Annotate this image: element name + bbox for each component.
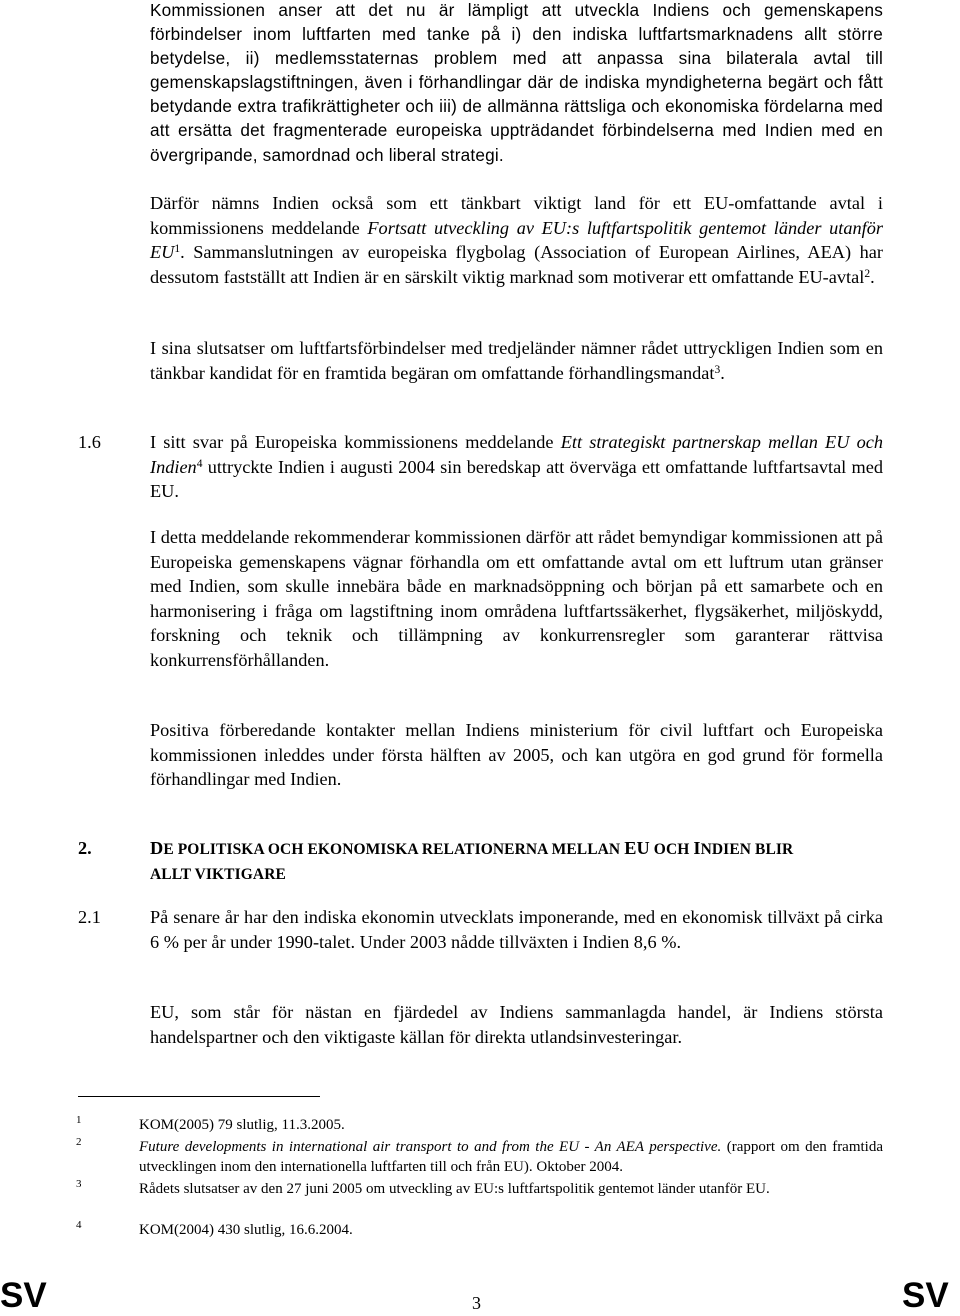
language-code-right: SV bbox=[902, 1276, 949, 1315]
page-number: 3 bbox=[472, 1293, 481, 1313]
paragraph-commission-view bbox=[150, 0, 883, 167]
footnote-2 bbox=[139, 1138, 883, 1177]
paragraph-text: . Sammanslutningen av europeiska flygbolag (Association of European Airlines, AEA) har dessutom fastställt att Indien är en särskilt viktig marknad som motiverar ett omfattande EU-avtal bbox=[150, 242, 883, 287]
section-number: 1.6 bbox=[78, 432, 101, 452]
paragraph-text: Positiva förberedande kontakter mellan Indiens ministerium för civil luftfart och Europeiska kommissionen inleddes under första hälften av 2005, och kan utgöra en god grund för formella förhandlingar med Indien. bbox=[150, 720, 883, 790]
paragraph-text: uttryckte Indien i augusti 2004 sin beredskap att överväga ett omfattande luftfartsavtal med EU. bbox=[150, 456, 883, 502]
footnote-ref[interactable]: 2 bbox=[864, 267, 871, 280]
paragraph-section-1-6 bbox=[150, 430, 883, 504]
paragraph-eu-trade bbox=[150, 1000, 883, 1049]
paragraph-text: I sina slutsatser om luftfartsförbindelser med tredjeländer nämner rådet uttryckligen Indien som en tänkbar kandidat för en framtida begäran om omfattande förhandlingsmandat bbox=[150, 338, 883, 383]
paragraph-text: . bbox=[720, 362, 725, 383]
footnote-ref[interactable]: 3 bbox=[714, 363, 721, 376]
paragraph-text: I detta meddelande rekommenderar kommissionen därför att rådet bemyndigar kommissionen att på Europeiska gemenskapens vägnar förhandla om ett omfattande avtal om ett luftrum utan gränser med Indien, som skulle innebära både en marknadsöppning och början på ett samarbete och en harmonisering i fråga om lagstiftning inom områdena luftfartssäkerhet, flygsäkerhet, miljöskydd, forskning och teknik och tillämpning av konkurrensregler som garanterar rättvisa konkurrensförhållanden. bbox=[150, 527, 883, 670]
paragraph-text: Därför nämns Indien också som ett tänkbart viktigt land för ett EU-omfattande avtal i kommissionens meddelande bbox=[150, 193, 883, 238]
paragraph-recommendation bbox=[150, 525, 883, 673]
heading-line-1 bbox=[150, 836, 890, 863]
section-heading bbox=[150, 836, 890, 887]
paragraph-positive-contacts bbox=[150, 718, 883, 792]
paragraph-text: EU, som står för nästan en fjärdedel av Indiens sammanlagda handel, är Indiens största handelspartner och den viktigaste källan för direkta utlandsinvesteringar. bbox=[150, 1002, 883, 1047]
paragraph-text: På senare år har den indiska ekonomin utvecklats imponerande, med en ekonomisk tillväxt på cirka 6 % per år under 1990-talet. Under 2003 nådde tillväxten i Indien 8,6 %. bbox=[150, 907, 883, 952]
footnote-text: KOM(2004) 430 slutlig, 16.6.2004. bbox=[139, 1222, 353, 1238]
footnote-text: (rapport om den framtida utvecklingen inom den internationella luftfarten till och från EU). Oktober 2004. bbox=[139, 1139, 884, 1175]
footnote-3 bbox=[139, 1180, 883, 1200]
footnote-4 bbox=[139, 1221, 883, 1241]
heading-initial: D bbox=[150, 838, 164, 858]
communication-title: Fortsatt utveckling av EU:s luftfartspolitik gentemot länder utanför EU bbox=[150, 217, 884, 263]
language-code-left: SV bbox=[0, 1276, 47, 1315]
paragraph-text: . bbox=[870, 266, 875, 287]
footnote-text: Rådets slutsatser av den 27 juni 2005 om utveckling av EU:s luftfartspolitik gentemot länder utanför EU. bbox=[139, 1181, 770, 1197]
heading-initial: EU bbox=[624, 838, 650, 858]
heading-text: E POLITISKA OCH EKONOMISKA RELATIONERNA MELLAN bbox=[163, 841, 625, 858]
footnote-1 bbox=[139, 1116, 883, 1136]
footnote-separator bbox=[78, 1096, 320, 1097]
footnote-number: 1 bbox=[76, 1114, 82, 1126]
heading-text: NDIEN BLIR bbox=[700, 841, 794, 858]
paragraph-section-2-1 bbox=[150, 905, 883, 954]
footnote-number: 2 bbox=[76, 1136, 82, 1148]
heading-line-2: ALLT VIKTIGARE bbox=[150, 865, 286, 883]
footnote-title: Future developments in international air transport to and from the EU - An AEA perspective. bbox=[139, 1139, 722, 1155]
paragraph-india-mentioned bbox=[150, 191, 883, 289]
heading-text: OCH bbox=[649, 841, 694, 858]
footnote-ref[interactable]: 4 bbox=[196, 457, 203, 470]
footnote-ref[interactable]: 1 bbox=[174, 243, 181, 256]
footnote-text: KOM(2005) 79 slutlig, 11.3.2005. bbox=[139, 1117, 345, 1133]
paragraph-text: I sitt svar på Europeiska kommissionens meddelande bbox=[150, 432, 561, 452]
footnote-number: 4 bbox=[76, 1219, 82, 1231]
footnote-number: 3 bbox=[76, 1178, 82, 1190]
section-number: 2.1 bbox=[78, 907, 101, 927]
communication-title: Ett strategiskt partnerskap mellan EU och Indien bbox=[150, 432, 883, 477]
paragraph-council-conclusions bbox=[150, 336, 883, 385]
section-number: 2. bbox=[78, 838, 92, 858]
heading-initial: I bbox=[693, 838, 701, 858]
paragraph-text: Kommissionen anser att det nu är lämpligt att utveckla Indiens och gemenskapens förbindelser inom luftfarten med tanke på i) den indiska luftfartsmarknadens allt större betydelse, ii) medlemsstaternas problem med att anpassa sina bilaterala avtal till gemenskapslagstiftningen, även i förhandlingar där de indiska myndigheterna begärt och fått betydande extra trafikrättigheter och iii) de allmänna rättsliga och ekonomiska fördelarna med att ersätta det fragmenterade europeiska uppträdandet förbindelserna med Indien med en övergripande, samordnad och liberal strategi. bbox=[150, 0, 883, 165]
